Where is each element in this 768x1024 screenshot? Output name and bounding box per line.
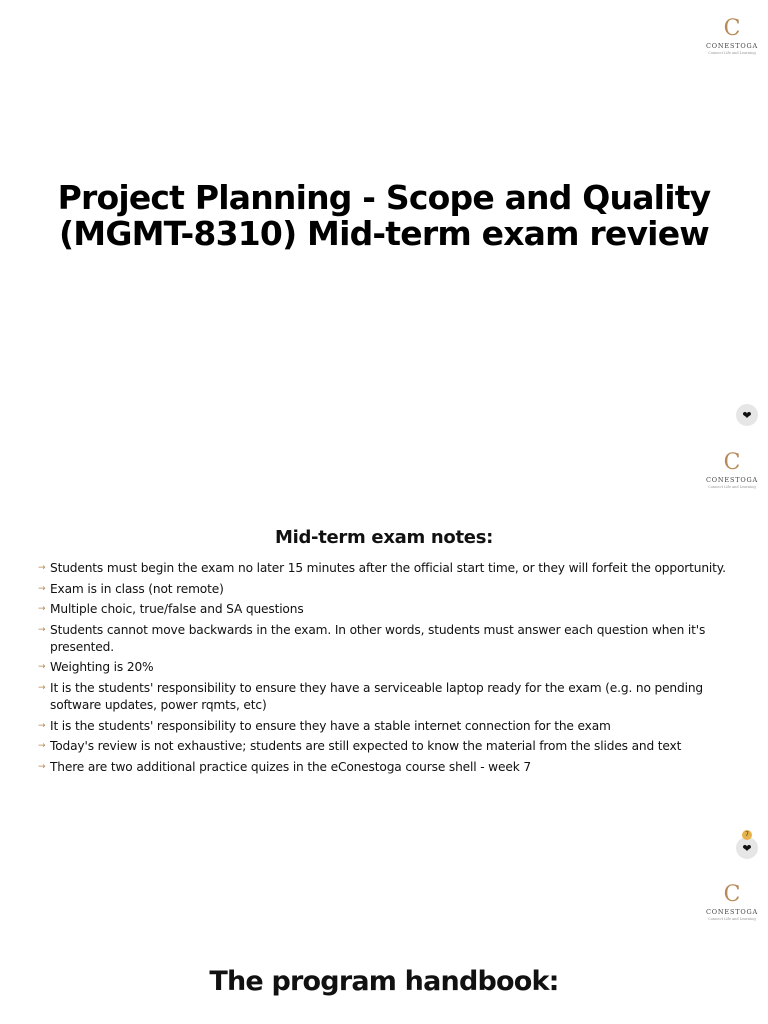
conestoga-logo xyxy=(702,452,762,489)
arrow-right-icon: → xyxy=(38,720,46,731)
arrow-right-icon: → xyxy=(38,682,46,693)
handbook-heading: The program handbook: xyxy=(209,966,559,997)
slide-title-line1: Project Planning - Scope and Quality xyxy=(57,178,711,217)
conestoga-logo xyxy=(702,884,762,921)
heart-icon: ❤ xyxy=(742,408,752,422)
logo-letter: C xyxy=(723,450,741,475)
slide-title xyxy=(40,180,728,252)
logo-tagline: Connect Life and Learning xyxy=(708,917,756,921)
heart-icon: ❤ xyxy=(742,841,752,855)
arrow-right-icon: → xyxy=(38,624,46,635)
list-item: → Today's review is not exhaustive; students are still expected to know the material from the slides and text xyxy=(38,739,682,754)
list-item: → Exam is in class (not remote) xyxy=(38,581,224,596)
logo-name: CONESTOGA xyxy=(706,908,758,916)
logo-letter: C xyxy=(723,882,741,907)
list-item: → Students must begin the exam no later 15 minutes after the official start time, or they will forfeit the opportunity. xyxy=(38,561,726,575)
arrow-right-icon: → xyxy=(38,662,46,673)
logo-name: CONESTOGA xyxy=(706,42,758,50)
notes-list xyxy=(38,560,728,779)
like-count-badge: 7 xyxy=(742,830,752,840)
list-item: → It is the students' responsibility to ensure they have a serviceable laptop ready for the exam (e.g. no pending software updates, power rqmts, etc) xyxy=(38,680,703,712)
list-item: → There are two additional practice quizes in the eConestoga course shell - week 7 xyxy=(38,759,531,774)
list-item: → Multiple choic, true/false and SA questions xyxy=(38,602,304,617)
logo-tagline: Connect Life and Learning xyxy=(708,485,756,489)
logo-name: CONESTOGA xyxy=(706,476,758,484)
conestoga-logo xyxy=(702,18,762,55)
list-item: → Students cannot move backwards in the exam. In other words, students must answer each question when it's presented. xyxy=(38,622,706,654)
notes-heading: Mid-term exam notes: xyxy=(274,527,494,548)
logo-letter: C xyxy=(723,16,741,41)
list-item: → Weighting is 20% xyxy=(38,660,154,675)
list-item: → It is the students' responsibility to ensure they have a stable internet connection for the exam xyxy=(38,718,611,733)
arrow-right-icon: → xyxy=(38,583,46,594)
arrow-right-icon: → xyxy=(38,604,46,615)
slide-title-line2: (MGMT-8310) Mid-term exam review xyxy=(59,214,709,253)
like-button[interactable] xyxy=(736,404,758,426)
logo-tagline: Connect Life and Learning xyxy=(708,51,756,55)
arrow-right-icon: → xyxy=(38,563,46,573)
arrow-right-icon: → xyxy=(38,761,46,772)
like-button[interactable] xyxy=(736,837,758,859)
arrow-right-icon: → xyxy=(38,741,46,752)
